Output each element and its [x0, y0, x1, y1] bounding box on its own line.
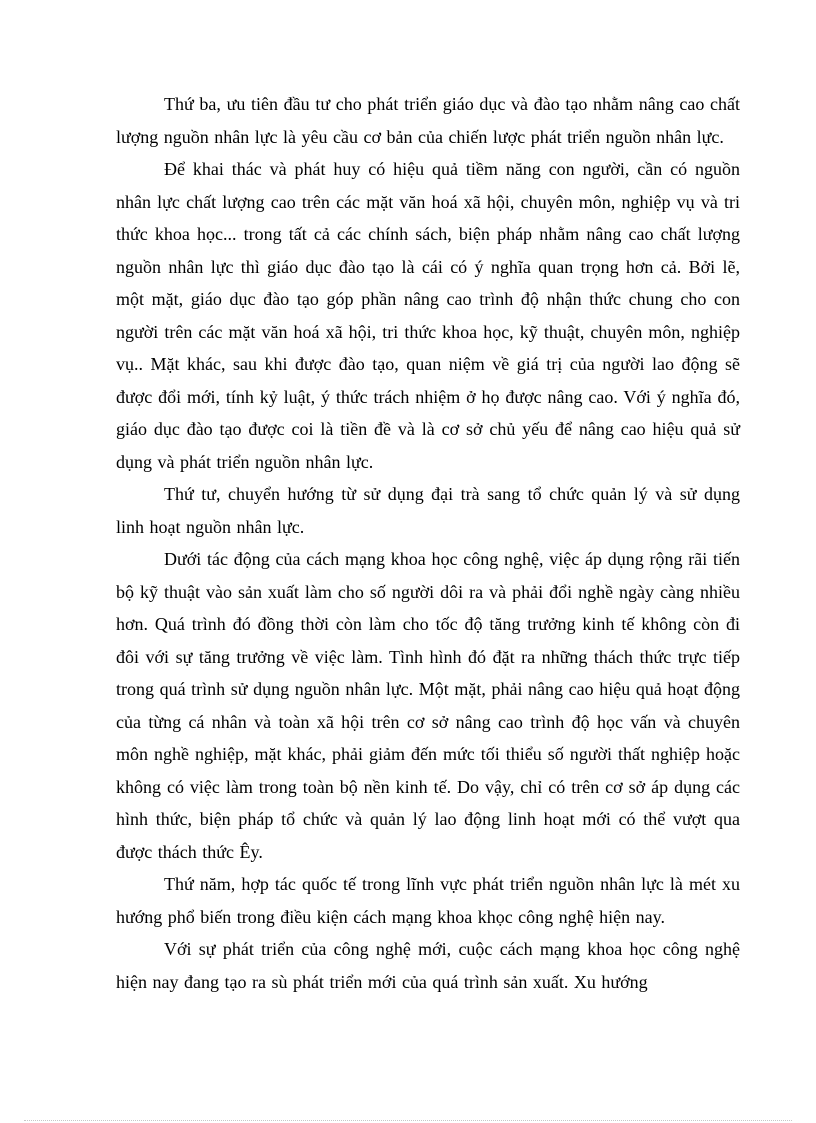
paragraph-1: Thứ ba, ưu tiên đầu tư cho phát triển giáo dục và đào tạo nhằm nâng cao chất lượng nguồn nhân lực là yêu cầu cơ bản của chiến lược phát triển nguồn nhân lực. [116, 94, 740, 147]
paragraph-6: Với sự phát triển của công nghệ mới, cuộc cách mạng khoa học công nghệ hiện nay đang tạo ra sù phát triển mới của quá trình sản xuất. Xu hướng [116, 939, 740, 992]
paragraph-3: Thứ tư, chuyển hướng từ sử dụng đại trà sang tổ chức quản lý và sử dụng linh hoạt nguồn nhân lực. [116, 484, 740, 537]
body-text [116, 88, 740, 998]
paragraph-2: Để khai thác và phát huy có hiệu quả tiềm năng con người, cần có nguồn nhân lực chất lượng cao trên các mặt văn hoá xã hội, chuyên môn, nghiệp vụ và tri thức khoa học... trong tất cả các chính sách, biện pháp nhằm nâng cao chất lượng nguồn nhân lực thì giáo dục đào tạo là cái có ý nghĩa quan trọng hơn cả. Bởi lẽ, một mặt, giáo dục đào tạo góp phần nâng cao trình độ nhận thức chung cho con người trên các mặt văn hoá xã hội, tri thức khoa học, kỹ thuật, chuyên môn, nghiệp vụ.. Mặt khác, sau khi được đào tạo, quan niệm về giá trị của người lao động sẽ được đổi mới, tính kỷ luật, ý thức trách nhiệm ở họ được nâng cao. Với ý nghĩa đó, giáo dục đào tạo được coi là tiền đề và là cơ sở chủ yếu để nâng cao hiệu quả sử dụng và phát triển nguồn nhân lực. [116, 159, 740, 472]
page-bottom-divider [24, 1120, 792, 1121]
paragraph-4: Dưới tác động của cách mạng khoa học công nghệ, việc áp dụng rộng rãi tiến bộ kỹ thuật vào sản xuất làm cho số người dôi ra và phải đổi nghề ngày càng nhiều hơn. Quá trình đó đồng thời còn làm cho tốc độ tăng trưởng kinh tế không còn đi đôi với sự tăng trưởng về việc làm. Tình hình đó đặt ra những thách thức trực tiếp trong quá trình sử dụng nguồn nhân lực. Một mặt, phải nâng cao hiệu quả hoạt động của từng cá nhân và toàn xã hội trên cơ sở nâng cao trình độ học vấn và chuyên môn nghề nghiệp, mặt khác, phải giảm đến mức tối thiểu số người thất nghiệp hoặc không có việc làm trong toàn bộ nền kinh tế. Do vậy, chỉ có trên cơ sở áp dụng các hình thức, biện pháp tổ chức và quản lý lao động linh hoạt mới có thể vượt qua được thách thức Êy. [116, 549, 740, 862]
paragraph-5: Thứ năm, hợp tác quốc tế trong lĩnh vực phát triển nguồn nhân lực là mét xu hướng phổ biến trong điều kiện cách mạng khoa khọc công nghệ hiện nay. [116, 874, 740, 927]
